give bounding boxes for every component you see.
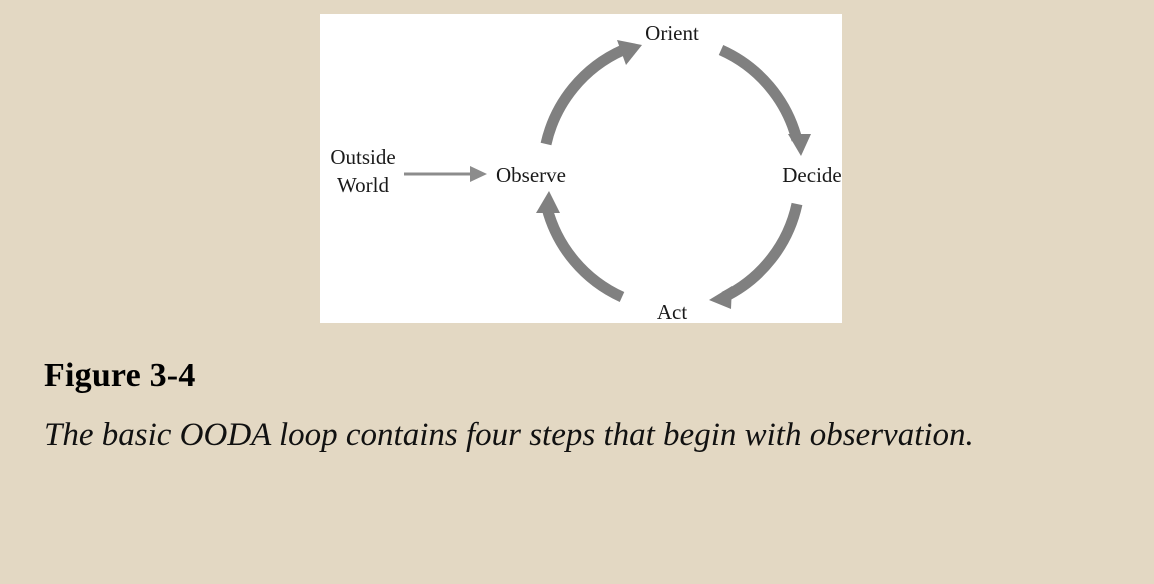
diagram-panel — [320, 14, 842, 323]
figure-caption-text: The basic OODA loop contains four steps that begin with observation. — [44, 416, 974, 453]
node-label-orient: Orient — [645, 21, 699, 45]
edge-decide-to-act — [709, 204, 797, 309]
outside-world-to-observe-arrow — [404, 166, 487, 182]
ooda-loop-diagram — [320, 14, 842, 323]
outside-world-label-line2: World — [337, 173, 389, 197]
edge-orient-to-decide — [721, 50, 811, 156]
node-label-decide: Decide — [782, 163, 842, 187]
edge-observe-to-orient — [546, 40, 642, 144]
figure-number: Figure 3-4 — [44, 357, 196, 394]
node-label-act: Act — [656, 300, 688, 323]
node-label-observe: Observe — [496, 163, 566, 187]
figure-caption — [44, 355, 1104, 461]
edge-act-to-observe — [536, 191, 622, 297]
outside-world-label-line1: Outside — [330, 145, 396, 169]
